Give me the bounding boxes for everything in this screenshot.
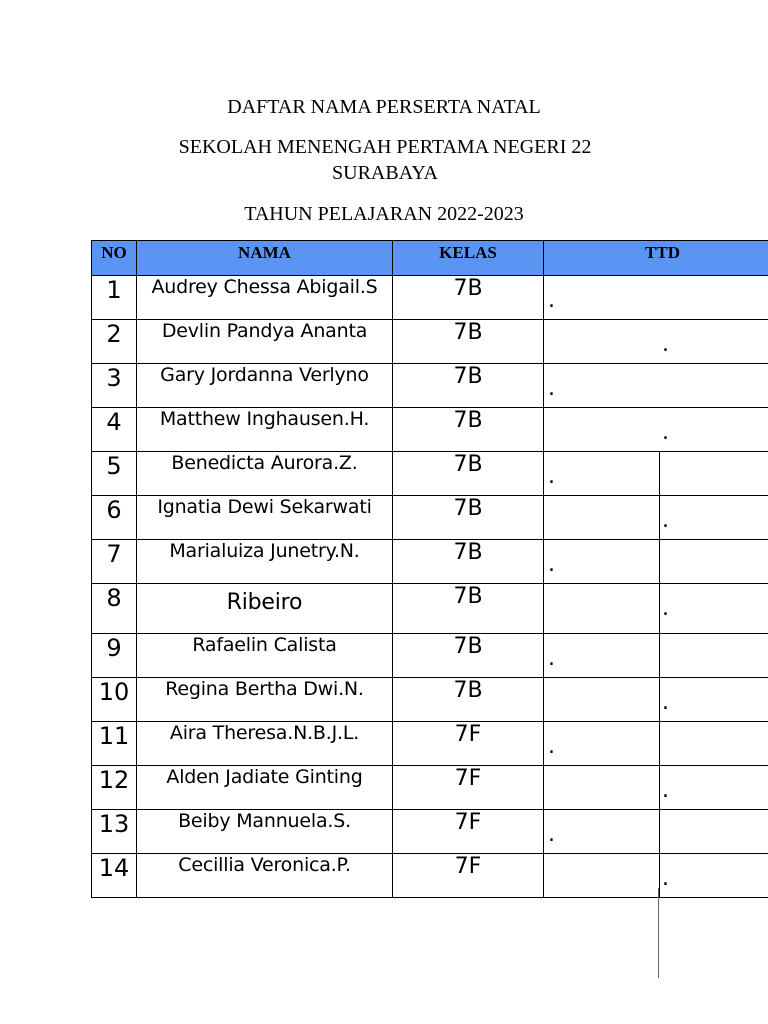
participant-name: Audrey Chessa Abigail.S — [137, 276, 393, 320]
signature-mark: . — [548, 376, 555, 401]
participant-name: Regina Bertha Dwi.N. — [137, 678, 393, 722]
signature-mark: . — [662, 420, 669, 445]
table-row — [92, 634, 768, 678]
signature-mark: . — [662, 332, 669, 357]
table-row — [92, 810, 768, 854]
table-row — [92, 766, 768, 810]
signature-divider — [659, 854, 660, 897]
signature-divider — [659, 496, 660, 539]
table-row — [92, 364, 768, 408]
signature-cell[interactable] — [544, 722, 768, 766]
participant-class: 7B — [393, 364, 544, 408]
table-row — [92, 540, 768, 584]
participant-class: 7B — [393, 276, 544, 320]
row-number: 13 — [92, 810, 137, 854]
header-kelas: KELAS — [393, 241, 544, 276]
table-row — [92, 496, 768, 540]
participant-name: Marialuiza Junetry.N. — [137, 540, 393, 584]
signature-cell[interactable] — [544, 766, 768, 810]
header-no: NO — [92, 241, 137, 276]
signature-mark: . — [662, 596, 669, 621]
participant-class: 7B — [393, 678, 544, 722]
signature-divider — [659, 634, 660, 677]
signature-cell[interactable] — [544, 452, 768, 496]
signature-mark: . — [662, 508, 669, 533]
participant-class: 7B — [393, 634, 544, 678]
table-row — [92, 320, 768, 364]
signature-mark: . — [662, 778, 669, 803]
table-row — [92, 722, 768, 766]
academic-year: TAHUN PELAJARAN 2022-2023 — [244, 203, 524, 225]
row-number: 6 — [92, 496, 137, 540]
table-row — [92, 854, 768, 898]
participant-class: 7F — [393, 722, 544, 766]
signature-mark: . — [548, 822, 555, 847]
signature-divider — [659, 540, 660, 583]
table-body — [92, 276, 768, 898]
row-number: 12 — [92, 766, 137, 810]
participant-class: 7B — [393, 584, 544, 634]
signature-mark: . — [548, 734, 555, 759]
row-number: 9 — [92, 634, 137, 678]
participant-class: 7B — [393, 320, 544, 364]
row-number: 14 — [92, 854, 137, 898]
participant-table — [91, 240, 768, 898]
row-number: 8 — [92, 584, 137, 634]
participant-name: Benedicta Aurora.Z. — [137, 452, 393, 496]
row-number: 5 — [92, 452, 137, 496]
signature-cell[interactable] — [544, 408, 768, 452]
table-row — [92, 408, 768, 452]
signature-column-divider — [658, 888, 659, 978]
participant-name: Ribeiro — [137, 584, 393, 634]
participant-name: Devlin Pandya Ananta — [137, 320, 393, 364]
participant-class: 7B — [393, 452, 544, 496]
document-title: DAFTAR NAMA PERSERTA NATAL — [227, 96, 541, 118]
signature-cell[interactable] — [544, 678, 768, 722]
signature-mark: . — [548, 646, 555, 671]
participant-class: 7B — [393, 408, 544, 452]
signature-cell[interactable] — [544, 540, 768, 584]
table-header-row — [92, 241, 768, 276]
school-name: SEKOLAH MENENGAH PERTAMA NEGERI 22 SURABAYA — [178, 136, 592, 184]
signature-divider — [659, 678, 660, 721]
signature-cell[interactable] — [544, 854, 768, 898]
signature-divider — [659, 452, 660, 495]
participant-name: Cecillia Veronica.P. — [137, 854, 393, 898]
participant-name: Ignatia Dewi Sekarwati — [137, 496, 393, 540]
signature-mark: . — [662, 866, 669, 891]
signature-cell[interactable] — [544, 634, 768, 678]
header-ttd: TTD — [544, 241, 768, 276]
participant-name: Matthew Inghausen.H. — [137, 408, 393, 452]
row-number: 7 — [92, 540, 137, 584]
participant-class: 7F — [393, 810, 544, 854]
row-number: 4 — [92, 408, 137, 452]
row-number: 2 — [92, 320, 137, 364]
participant-name: Beiby Mannuela.S. — [137, 810, 393, 854]
row-number: 3 — [92, 364, 137, 408]
table-row — [92, 678, 768, 722]
participant-class: 7B — [393, 540, 544, 584]
participant-name: Rafaelin Calista — [137, 634, 393, 678]
participant-name: Aira Theresa.N.B.J.L. — [137, 722, 393, 766]
participant-class: 7B — [393, 496, 544, 540]
signature-divider — [659, 584, 660, 633]
signature-divider — [659, 766, 660, 809]
table-row — [92, 584, 768, 634]
row-number: 11 — [92, 722, 137, 766]
row-number: 10 — [92, 678, 137, 722]
signature-cell[interactable] — [544, 584, 768, 634]
participant-name: Gary Jordanna Verlyno — [137, 364, 393, 408]
signature-divider — [659, 810, 660, 853]
participant-name: Alden Jadiate Ginting — [137, 766, 393, 810]
signature-mark: . — [662, 690, 669, 715]
signature-cell[interactable] — [544, 810, 768, 854]
signature-divider — [659, 722, 660, 765]
signature-mark: . — [548, 464, 555, 489]
signature-cell[interactable] — [544, 496, 768, 540]
participant-class: 7F — [393, 766, 544, 810]
row-number: 1 — [92, 276, 137, 320]
header-nama: NAMA — [137, 241, 393, 276]
signature-cell[interactable] — [544, 276, 768, 320]
signature-cell[interactable] — [544, 364, 768, 408]
signature-mark: . — [548, 552, 555, 577]
table-row — [92, 452, 768, 496]
table-row — [92, 276, 768, 320]
participant-class: 7F — [393, 854, 544, 898]
signature-mark: . — [548, 288, 555, 313]
signature-cell[interactable] — [544, 320, 768, 364]
